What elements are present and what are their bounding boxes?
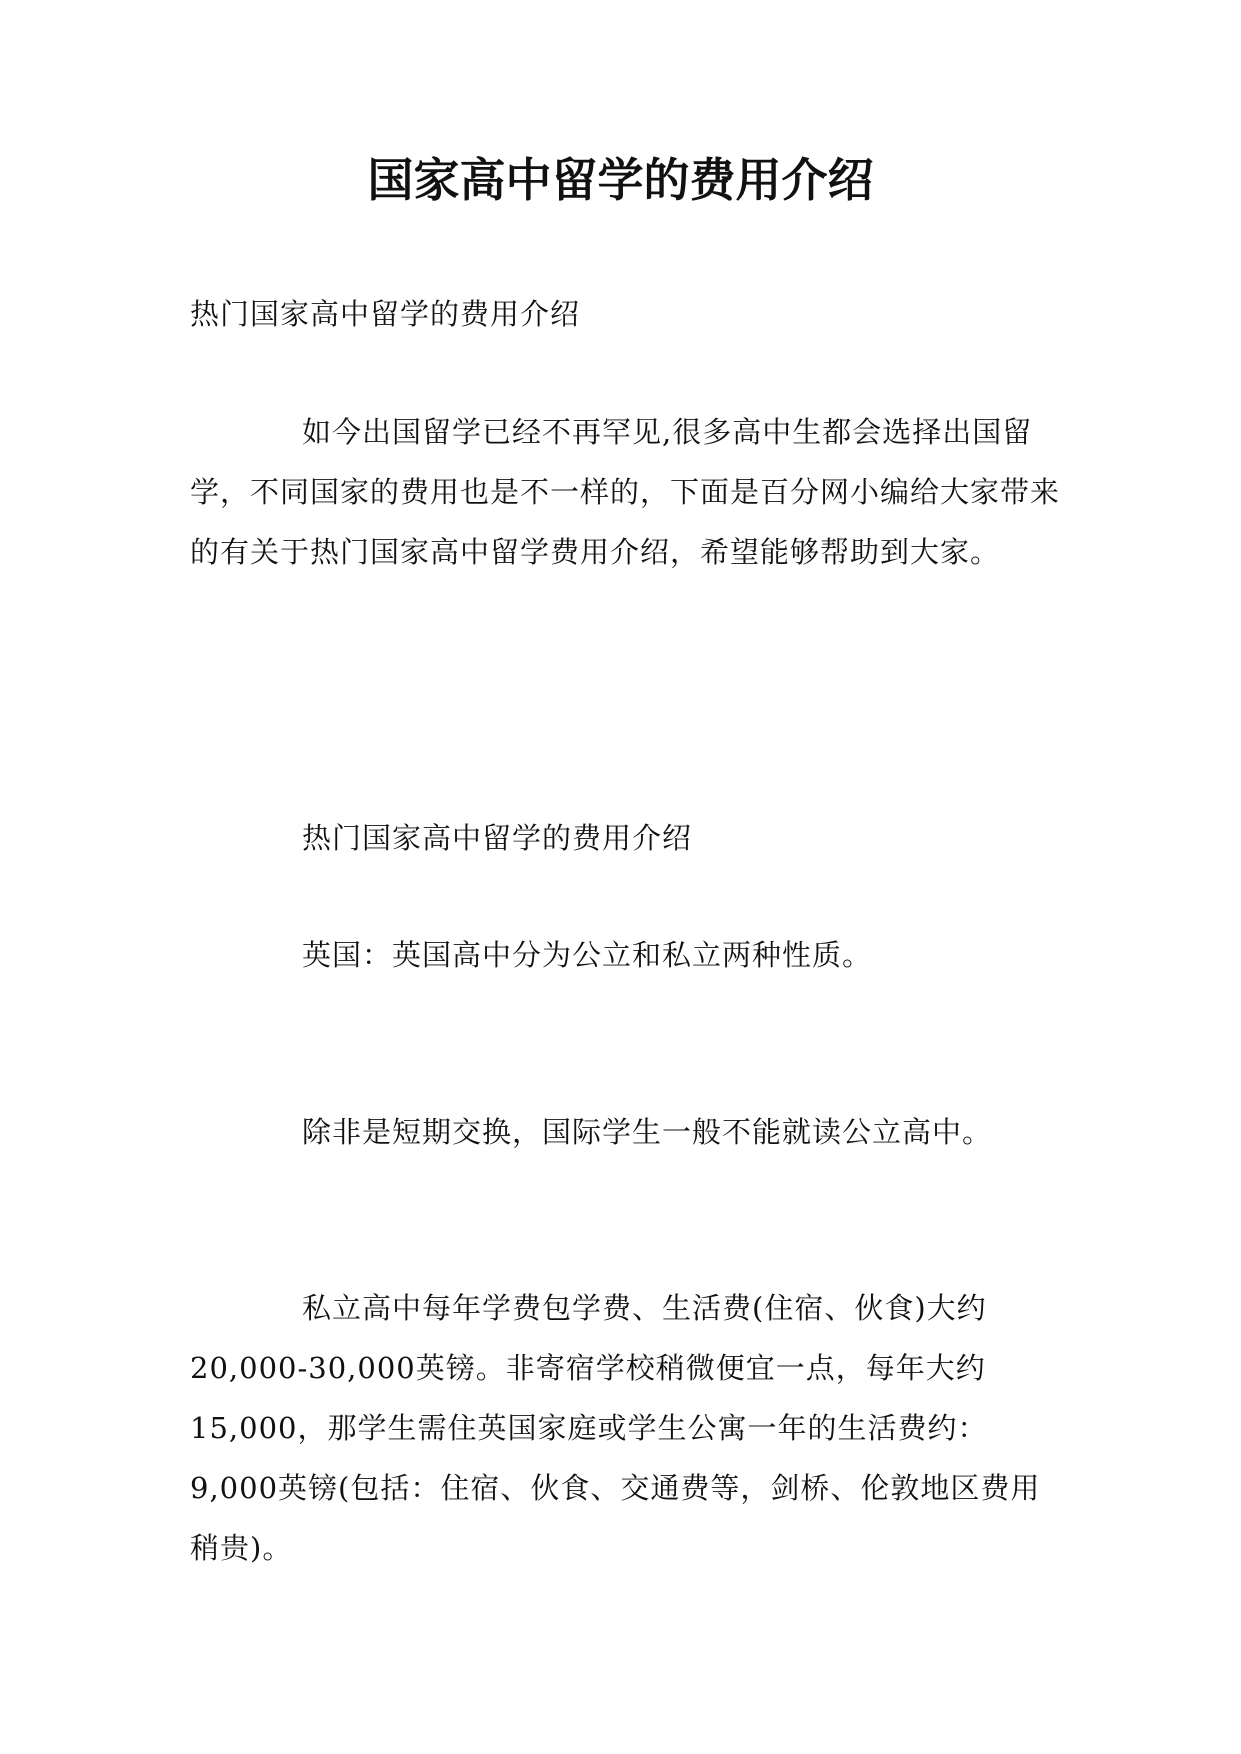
document-title: 国家高中留学的费用介绍: [367, 153, 874, 207]
section-heading: 热门国家高中留学的费用介绍: [302, 821, 693, 855]
private-fees-paragraph: 私立高中每年学费包学费、生活费(住宿、伙食)大约20,000-30,000英镑。非寄宿学校稍微便宜一点，每年大约15,000，那学生需住英国家庭或学生公寓一年的生活费约：9,000英镑(包括：住宿、伙食、交通费等，剑桥、伦敦地区费用稍贵)。: [190, 1291, 1041, 1565]
uk-intro-paragraph: 英国：英国高中分为公立和私立两种性质。: [302, 938, 873, 972]
exchange-note-paragraph: 除非是短期交换，国际学生一般不能就读公立高中。: [302, 1115, 993, 1149]
intro-paragraph: 如今出国留学已经不再罕见,很多高中生都会选择出国留学，不同国家的费用也是不一样的，下面是百分网小编给大家带来的有关于热门国家高中留学费用介绍，希望能够帮助到大家。: [190, 415, 1061, 569]
subtitle-paragraph: 热门国家高中留学的费用介绍: [190, 297, 581, 331]
